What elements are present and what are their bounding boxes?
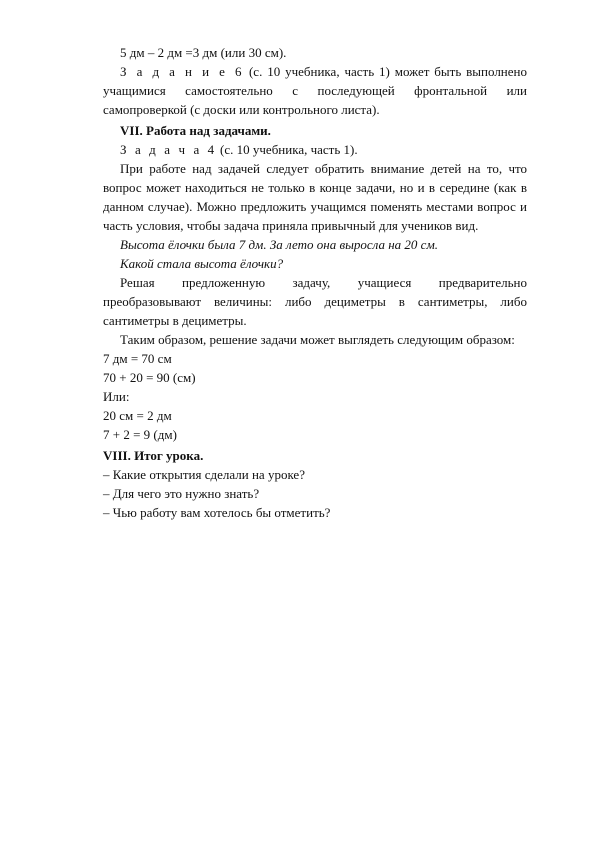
- problem-line-2: Какой стала высота ёлочки?: [120, 256, 284, 271]
- question-line: – Чью работу вам хотелось бы отметить?: [103, 505, 331, 520]
- document-body: [103, 43, 527, 522]
- task-6-paragraph: [103, 62, 527, 119]
- task-4-text: (с. 10 учебника, часть 1).: [216, 142, 358, 157]
- task-6-text: (с. 10 учебника, часть 1) может быть выполнено учащимися самостоятельно с последующей фронтальной или самопроверкой (с доски или контрольного листа).: [103, 64, 527, 117]
- equation-line: 5 дм – 2 дм =3 дм (или 30 см).: [120, 45, 287, 60]
- solution-line: 7 + 2 = 9 (дм): [103, 427, 177, 442]
- question-line: – Какие открытия сделали на уроке?: [103, 467, 305, 482]
- task-4-paragraph: [103, 140, 527, 159]
- work-paragraph: При работе над задачей следует обратить внимание детей на то, что вопрос может находиться не только в конце задачи, но и в середине (как в данном случае). Можно предложить учащимся поменять местами вопрос и часть условия, чтобы задача приняла привычный для учеников вид.: [103, 161, 527, 233]
- task-6-label: З а д а н и е 6: [120, 64, 245, 79]
- section-7-heading: VII. Работа над задачами.: [120, 123, 271, 138]
- task-4-label: З а д а ч а 4: [120, 142, 217, 157]
- section-8-heading: VIII. Итог урока.: [103, 448, 204, 463]
- solution-line: 70 + 20 = 90 (см): [103, 370, 196, 385]
- solution-line: 20 см = 2 дм: [103, 408, 172, 423]
- solution-line: 7 дм = 70 см: [103, 351, 172, 366]
- problem-line-1: Высота ёлочки была 7 дм. За лето она выросла на 20 см.: [120, 237, 438, 252]
- solution-line: Или:: [103, 389, 130, 404]
- solve-paragraph: Решая предложенную задачу, учащиеся предварительно преобразовывают величины: либо дециметры в сантиметры, либо сантиметры в дециметры.: [103, 275, 527, 328]
- thus-paragraph: Таким образом, решение задачи может выглядеть следующим образом:: [120, 332, 515, 347]
- question-line: – Для чего это нужно знать?: [103, 486, 260, 501]
